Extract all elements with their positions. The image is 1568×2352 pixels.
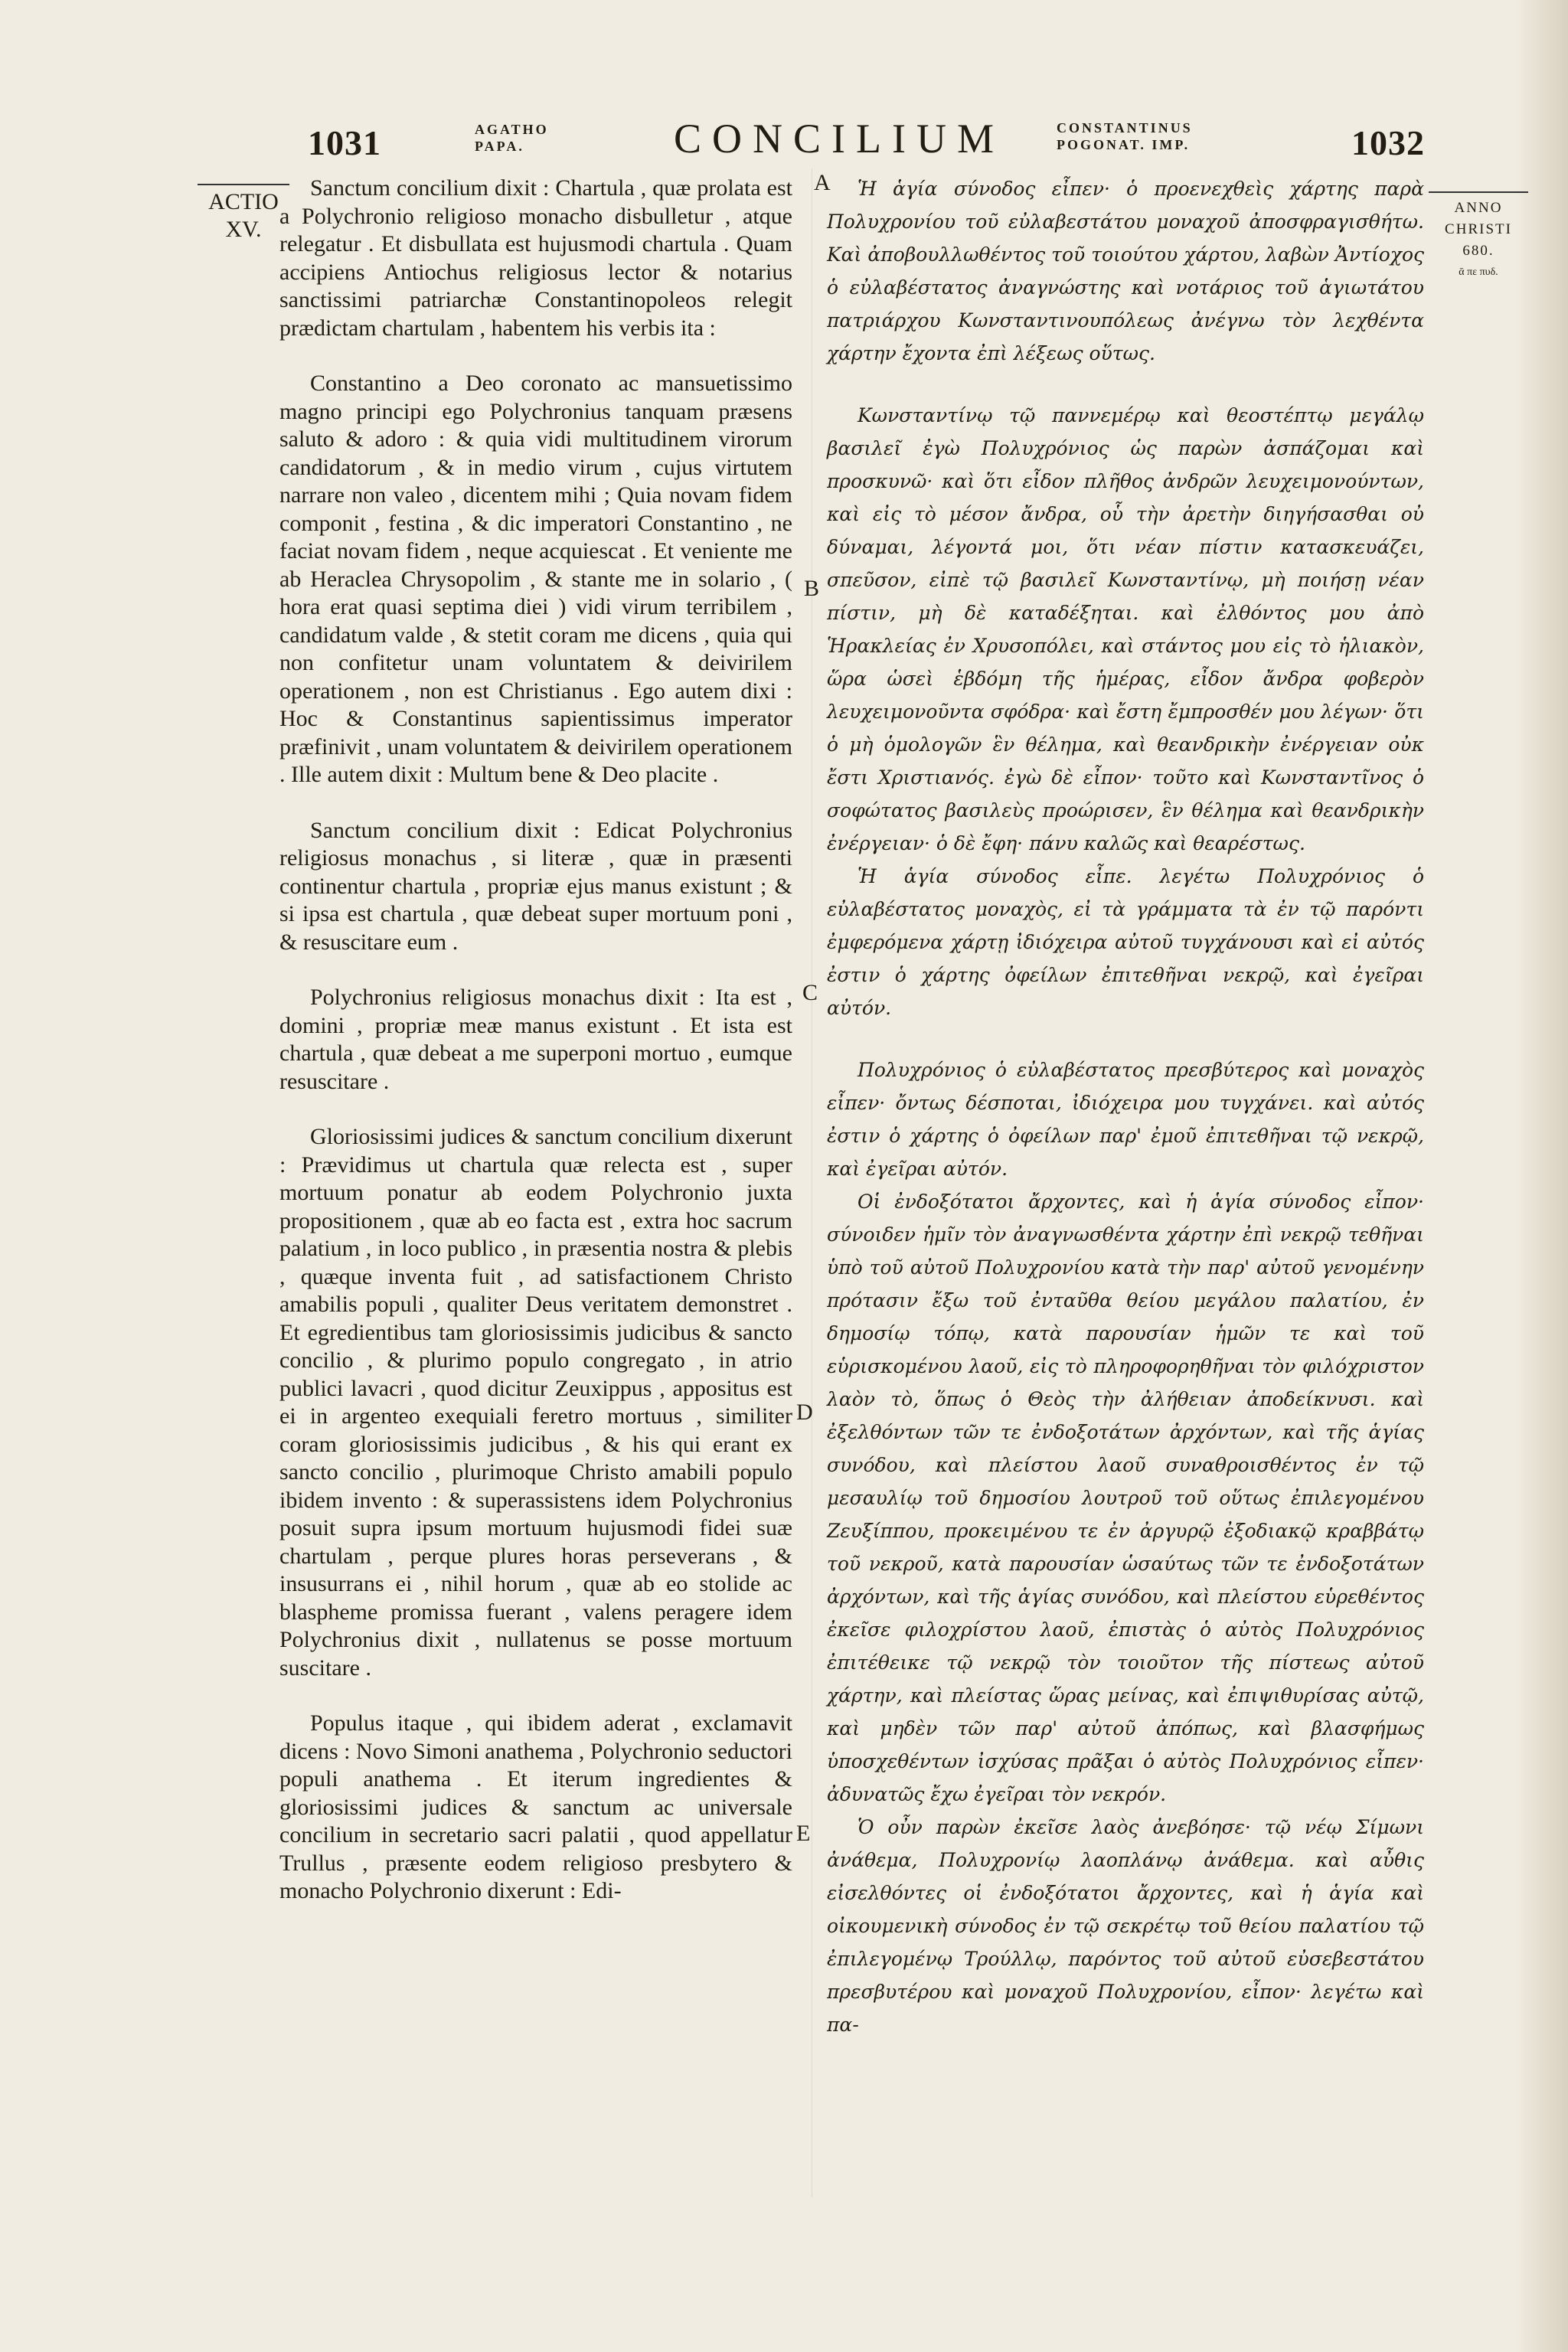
margin-year: 680.	[1462, 243, 1494, 259]
section-letter-a: A	[814, 170, 831, 195]
running-head-right-line1: CONSTANTINUS	[1057, 120, 1193, 136]
greek-paragraph: Οἱ ἐνδοξότατοι ἄρχοντες, καὶ ἡ ἁγία σύνοδος εἶπον· σύνοιδεν ἡμῖν τὸν ἀναγνωσθέντα χάρτην ἐπὶ νεκρῷ τεθῆναι ὑπὸ τοῦ αὐτοῦ Πολυχρονίου κατὰ τὴν παρ' αὐτοῦ γενομένην πρότασιν ἔξω τοῦ ἐνταῦθα θείου μεγάλου παλατίου, ἐν δημοσίῳ τόπῳ, κατὰ παρουσίαν ἡμῶν τε καὶ τοῦ εὑρισκομένου λαοῦ, εἰς τὸ πληροφορηθῆναι τὸν φιλόχριστον λαὸν τὸ, ὅπως ὁ Θεὸς τὴν ἀλήθειαν ἀποδείκνυσι. καὶ ἐξελθόντων τῶν τε ἐνδοξοτάτων ἀρχόντων, καὶ τῆς ἁγίας συνόδου, καὶ πλείστου λαοῦ συναθροισθέντος ἐν τῷ μεσαυλίῳ τοῦ δημοσίου λουτροῦ τοῦ οὕτως ἐπιλεγομένου Ζευξίππου, προκειμένου τε ἐν ἀργυρῷ ἐξοδιακῷ κραββάτῳ τοῦ νεκροῦ, κατὰ παρουσίαν ὡσαύτως τῶν τε ἐνδοξοτάτων ἀρχόντων, καὶ τῆς ἁγίας συνόδου, καὶ πλείστου εὑρεθέντος ἐκεῖσε φιλοχρίστου λαοῦ, ἐπιστὰς ὁ αὐτὸς Πολυχρόνιος ἐπιτέθεικε τῷ νεκρῷ τὸν τοιοῦτον τῆς πίστεως αὐτοῦ χάρτην, καὶ πλείστας ὥρας μείνας, καὶ ἐπιψιθυρίσας αὐτῷ, καὶ μηδὲν τῶν παρ' αὐτοῦ ἀπόπως, καὶ βλασφήμως ὑποσχεθέντων ἰσχύσας πρᾶξαι ὁ αὐτὸς Πολυχρόνιος εἶπεν· ἀδυνατῶς ἔχω ἐγεῖραι τὸν νεκρόν.	[827, 1191, 1424, 1805]
section-letter-e: E	[796, 1821, 811, 1846]
greek-column	[827, 172, 1424, 2041]
latin-paragraph: Constantino a Deo coronato ac mansuetissimo magno principi ego Polychronius tanquam præsens saluto & adoro : & quia vidi multitudinem virorum candidatorum , & in medio virum , cujus virtutem narrare non valeo , dicentem mihi ; Quia novam fidem componit , festina , & dic imperatori Constantino , ne faciat novam fidem , neque acquiescat . Et veniente me ab Heraclea Chrysopolim , & stante me in solario , ( hora erat quasi septima diei ) vidi virum terribilem , candidatum valde , & stetit coram me dicens , quia qui non confitetur unam voluntatem & deivirilem operationem , non est Christianus . Ego autem dixi : Hoc & Constantinus sapientissimus imperator præfinivit , unam voluntatem & deivirilem operationem . Ille autem dixit : Multum bene & Deo placite .	[279, 371, 792, 787]
latin-paragraph: Polychronius religiosus monachus dixit : Ita est , domini , propriæ meæ manus existunt . Et ista est chartula , quæ debeat a me superponi mortuo , eumque resuscitare .	[279, 985, 792, 1094]
latin-paragraph: Gloriosissimi judices & sanctum concilium dixerunt : Prævidimus ut chartula quæ relecta est , super mortuum ponatur ab eodem Polychronio juxta propositionem , quæ ab eo facta est , extra hoc sacrum palatium , in loco publico , in præsentia nostra & plebis , quæque inventa fuit , ad satisfactionem Christo amabilis populi , qualiter Deus veritatem demonstret . Et egredientibus tam gloriosissimis judicibus & sancto concilio , & plurimo populo congregato , in atrio publici lavacri , quod dicitur Zeuxippus , appositus est ei in argenteo exequiali feretro mortuus , similiter coram gloriosissimis judicibus , & his qui erant ex sancto concilio , plurimoque Christo amabili populo ibidem invento : & superassistens idem Polychronius posuit supra ipsum mortuum hujusmodi fidei suæ chartulam , perque plures horas perseverans , & insusurrans ei , nihil horum , quæ ab eo stolide ac blaspheme promissa fuerant , valens peragere idem Polychronius dixit , nullatenus se posse mortuum suscitare .	[279, 1124, 792, 1681]
greek-paragraph: Ἡ ἁγία σύνοδος εἶπε. λεγέτω Πολυχρόνιος ὁ εὐλαβέστατος μοναχὸς, εἰ τὰ γράμματα τὰ ἐν τῷ παρόντι ἐμφερόμενα χάρτῃ ἰδιόχειρα αὐτοῦ τυγχάνουσι καὶ εἰ αὐτός ἐστιν ὁ χάρτης ὀφείλων ἐπιτεθῆναι νεκρῷ, καὶ ἐγεῖραι αὐτόν.	[827, 865, 1424, 1019]
page-number-right: 1032	[1351, 123, 1425, 162]
margin-actio-label: ACTIO	[208, 189, 279, 214]
latin-column	[279, 175, 792, 1906]
greek-paragraph: Ὁ οὖν παρὼν ἐκεῖσε λαὸς ἀνεβόησε· τῷ νέῳ Σίμωνι ἀνάθεμα, Πολυχρονίῳ λαοπλάνῳ ἀνάθεμα. καὶ αὖθις εἰσελθόντες οἱ ἐνδοξότατοι ἄρχοντες, καὶ ἡ ἁγία καὶ οἰκουμενικὴ σύνοδος ἐν τῷ σεκρέτῳ τοῦ θείου παλατίου τῷ ἐπιλεγομένῳ Τρούλλῳ, παρόντος τοῦ αὐτοῦ εὐσεβεστάτου πρεσβυτέρου καὶ μοναχοῦ Πολυχρονίου, εἶπον· λεγέτω καὶ πα-	[827, 1816, 1424, 2036]
page-number-left: 1031	[308, 123, 381, 162]
greek-paragraph: Κωνσταντίνῳ τῷ παννεμέρῳ καὶ θεοστέπτῳ μεγάλῳ βασιλεῖ ἐγὼ Πολυχρόνιος ὡς παρὼν ἀσπάζομαι καὶ προσκυνῶ· καὶ ὅτι εἶδον πλῆθος ἀνδρῶν λευχειμονούντων, καὶ εἰς τὸ μέσον ἄνδρα, οὗ τὴν ἀρετὴν διηγήσασθαι οὐ δύναμαι, λέγοντά μοι, ὅτι νέαν πίστιν κατασκευάζει, σπεῦσον, εἰπὲ τῷ βασιλεῖ Κωνσταντίνῳ, μὴ ποιήσῃ νέαν πίστιν, μὴ δὲ καταδέξηται. καὶ ἐλθόντος μου ἀπὸ Ἡρακλείας ἐν Χρυσοπόλει, καὶ στάντος μου εἰς τὸ ἡλιακὸν, ὥρα ὡσεὶ ἑβδόμη τῆς ἡμέρας, εἶδον ἄνδρα φοβερὸν λευχειμονοῦντα σφόδρα· καὶ ἔστη ἔμπροσθέν μου λέγων· ὅτι ὁ μὴ ὁμολογῶν ἓν θέλημα, καὶ θεανδρικὴν ἐνέργειαν οὐκ ἔστι Χριστιανός. ἐγὼ δὲ εἶπον· τοῦτο καὶ Κωνσταντῖνος ὁ σοφώτατος βασιλεὺς προώρισεν, ἓν θέλημα καὶ θεανδρικὴν ἐνέργειαν· ὁ δὲ ἔφη· πάνυ καλῶς καὶ θεαρέστως.	[827, 404, 1424, 854]
page-gutter-shadow	[1514, 0, 1568, 2352]
greek-paragraph: Πολυχρόνιος ὁ εὐλαβέστατος πρεσβύτερος καὶ μοναχὸς εἶπεν· ὄντως δέσποται, ἰδιόχειρα μου τυγχάνει. καὶ αὐτός ἐστιν ὁ χάρτης ὁ ὀφείλων παρ' ἐμοῦ ἐπιτεθῆναι τῷ νεκρῷ, καὶ ἐγεῖραι αὐτόν.	[827, 1059, 1424, 1180]
latin-paragraph: Sanctum concilium dixit : Chartula , quæ prolata est a Polychronio religioso monacho disbulletur , atque relegatur . Et disbullata est hujusmodi chartula . Quam accipiens Antiochus religiosus lector & notarius sanctissimi patriarchæ Constantinopoleos relegit prædictam chartulam , habentem his verbis ita :	[279, 175, 792, 341]
running-head-left-line1: AGATHO	[475, 122, 549, 137]
margin-note-actio	[198, 184, 289, 243]
running-head-left-line2: PAPA.	[475, 139, 524, 154]
margin-christi: CHRISTI	[1445, 221, 1512, 237]
running-head-left	[475, 121, 549, 155]
section-letter-b: B	[804, 576, 820, 601]
margin-annotation: ᾱ πε πυδ.	[1459, 266, 1498, 278]
margin-note-year	[1429, 191, 1528, 283]
margin-rule	[198, 184, 289, 185]
running-head-right-line2: POGONAT. IMP.	[1057, 137, 1191, 152]
running-head-title: CONCILIUM	[674, 116, 1004, 162]
margin-anno: ANNO	[1454, 200, 1503, 216]
running-head-right	[1057, 119, 1193, 153]
latin-paragraph: Populus itaque , qui ibidem aderat , exclamavit dicens : Novo Simoni anathema , Polychronio seductori populi anathema . Et iterum ingredientes & gloriosissimi judices & sanctum ac universale concilium in secretario sacri palatii , quod appellatur Trullus , præsente eodem religioso presbytero & monacho Polychronio dixerunt : Edi-	[279, 1710, 792, 1903]
greek-paragraph: Ἡ ἁγία σύνοδος εἶπεν· ὁ προενεχθεὶς χάρτης παρὰ Πολυχρονίου τοῦ εὐλαβεστάτου μοναχοῦ ἀποσφραγισθήτω. Καὶ ἀποβουλλωθέντος τοῦ τοιούτου χάρτου, λαβὼν Ἀντίοχος ὁ εὐλαβέστατος ἀναγνώστης καὶ νοτάριος τοῦ ἁγιωτάτου πατριάρχου Κωνσταντινουπόλεως ἀνέγνω τὸν λεχθέντα χάρτην ἔχοντα ἐπὶ λέξεως οὕτως.	[827, 178, 1424, 364]
margin-actio-number: XV.	[225, 217, 262, 242]
section-letter-c: C	[802, 980, 818, 1005]
latin-paragraph: Sanctum concilium dixit : Edicat Polychronius religiosus monachus , si literæ , quæ in præsenti continentur chartula , propriæ ejus manus existunt ; & si ipsa est chartula , quæ debeat super mortuum poni , & resuscitare eum .	[279, 817, 792, 955]
margin-rule	[1429, 191, 1528, 193]
section-letter-d: D	[796, 1400, 813, 1425]
